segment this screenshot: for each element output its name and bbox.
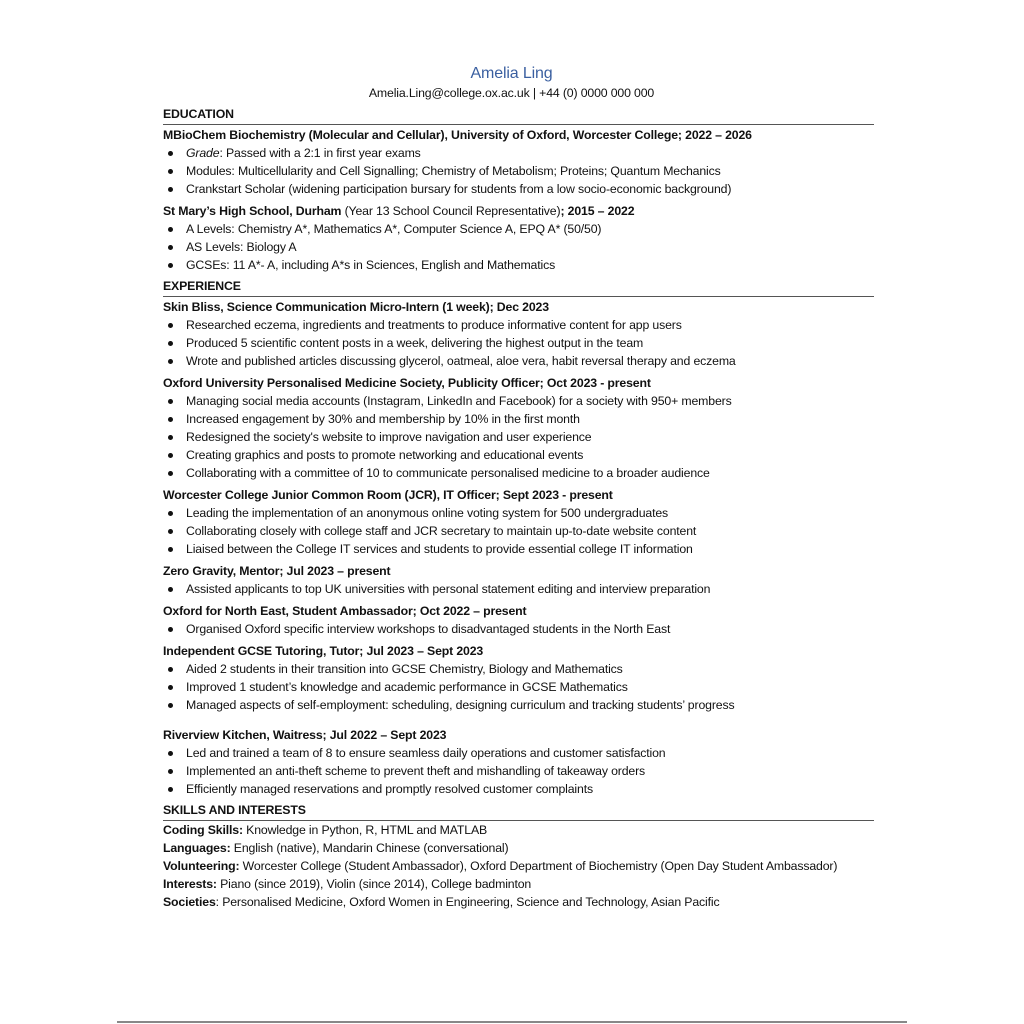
bullet-icon [168,667,173,672]
text-segment: Riverview Kitchen, Waitress; Jul 2022 – Sept 2023 [163,728,447,742]
bullet-icon [168,587,173,592]
text-segment: Liaised between the College IT services and students to provide essential college IT information [186,542,693,556]
bullet-item [163,678,874,696]
bullet-icon [168,703,173,708]
bullet-list [163,660,874,714]
section-skills-and-interests [163,801,874,911]
section-education [163,105,874,274]
bullet-item [163,744,874,762]
text-segment: Modules: Multicellularity and Cell Signalling; Chemistry of Metabolism; Proteins; Quantum Mechanics [186,164,721,178]
text-segment: Oxford for North East, Student Ambassador; Oct 2022 – present [163,604,527,618]
entry-heading [163,374,874,392]
entry-heading [163,126,874,144]
text-segment: Produced 5 scientific content posts in a week, delivering the highest output in the team [186,336,644,350]
bullet-icon [168,511,173,516]
text-segment: Skin Bliss, Science Communication Micro-Intern (1 week); Dec 2023 [163,300,549,314]
text-segment: Societies [163,895,216,909]
text-segment: St Mary’s High School, Durham [163,204,342,218]
skill-line [163,839,874,857]
skill-line [163,821,874,839]
bullet-item [163,580,874,598]
bullet-list [163,144,874,198]
text-segment: Implemented an anti-theft scheme to prevent theft and mishandling of takeaway orders [186,764,646,778]
text-segment: Efficiently managed reservations and promptly resolved customer complaints [186,782,593,796]
skill-line [163,857,874,875]
bullet-icon [168,227,173,232]
text-segment: A Levels: Chemistry A*, Mathematics A*, Computer Science A, EPQ A* (50/50) [186,222,602,236]
bullet-item [163,238,874,256]
text-segment: Collaborating with a committee of 10 to communicate personalised medicine to a broader audience [186,466,710,480]
bullet-icon [168,399,173,404]
bullet-item [163,428,874,446]
bullet-list [163,620,874,638]
cv-document [163,64,874,911]
section-title: SKILLS AND INTERESTS [163,803,306,817]
bullet-list [163,580,874,598]
text-segment: Aided 2 students in their transition into GCSE Chemistry, Biology and Mathematics [186,662,623,676]
text-segment: Worcester College Junior Common Room (JCR), IT Officer; Sept 2023 - present [163,488,613,502]
bullet-list [163,744,874,798]
text-segment: Languages: [163,841,231,855]
bullet-item [163,522,874,540]
text-segment: Crankstart Scholar (widening participation bursary for students from a low socio-economic background) [186,182,732,196]
bullet-item [163,780,874,798]
entry-heading [163,562,874,580]
entry [163,126,874,198]
entry [163,726,874,798]
bullet-icon [168,471,173,476]
bullet-item [163,620,874,638]
skill-line [163,875,874,893]
cv-sections [163,105,874,911]
bullet-item [163,352,874,370]
entry-heading [163,602,874,620]
bullet-list [163,392,874,482]
section-title: EDUCATION [163,107,234,121]
bullet-icon [168,685,173,690]
text-segment: Improved 1 student’s knowledge and academic performance in GCSE Mathematics [186,680,628,694]
text-segment: Increased engagement by 30% and membership by 10% in the first month [186,412,580,426]
text-segment: Knowledge in Python, R, HTML and MATLAB [242,823,488,837]
bullet-icon [168,769,173,774]
entry-heading [163,486,874,504]
text-segment: Oxford University Personalised Medicine Society, Publicity Officer; Oct 2023 - present [163,376,651,390]
text-segment: GCSEs: 11 A*- A, including A*s in Sciences, English and Mathematics [186,258,556,272]
section-divider [163,296,874,297]
entry-heading [163,642,874,660]
text-segment: : Passed with a 2:1 in first year exams [219,146,421,160]
bullet-icon [168,529,173,534]
text-segment: Independent GCSE Tutoring, Tutor; Jul 2023 – Sept 2023 [163,644,484,658]
candidate-name: Amelia Ling [470,65,553,82]
bullet-list [163,220,874,274]
bullet-icon [168,245,173,250]
bullet-icon [168,547,173,552]
bullet-item [163,144,874,162]
text-segment: AS Levels: Biology A [186,240,297,254]
text-segment: Redesigned the society's website to improve navigation and user experience [186,430,592,444]
entry-heading [163,726,874,744]
section-divider [163,124,874,125]
text-segment: Zero Gravity, Mentor; Jul 2023 – present [163,564,391,578]
bullet-item [163,162,874,180]
contact-info: Amelia.Ling@college.ox.ac.uk | +44 (0) 0000 000 000 [368,86,655,100]
entry [163,374,874,482]
bullet-item [163,334,874,352]
page-bottom-divider [117,1021,907,1023]
text-segment: English (native), Mandarin Chinese (conversational) [230,841,509,855]
bullet-icon [168,751,173,756]
bullet-item [163,762,874,780]
section-title: EXPERIENCE [163,279,241,293]
bullet-icon [168,151,173,156]
text-segment: Leading the implementation of an anonymous online voting system for 500 undergraduates [186,506,669,520]
text-segment: Led and trained a team of 8 to ensure seamless daily operations and customer satisfaction [186,746,666,760]
text-segment: Researched eczema, ingredients and treatments to produce informative content for app users [186,318,682,332]
text-segment: Collaborating closely with college staff and JCR secretary to maintain up-to-date website content [186,524,697,538]
bullet-icon [168,341,173,346]
bullet-item [163,180,874,198]
bullet-icon [168,187,173,192]
text-segment: Organised Oxford specific interview workshops to disadvantaged students in the North East [186,622,671,636]
text-segment: Worcester College (Student Ambassador), Oxford Department of Biochemistry (Open Day Student Ambassador) [239,859,838,873]
skill-line [163,893,874,911]
bullet-icon [168,359,173,364]
section-experience [163,277,874,798]
text-segment: Piano (since 2019), Violin (since 2014), College badminton [216,877,532,891]
bullet-icon [168,627,173,632]
text-segment: Coding Skills: [163,823,243,837]
bullet-list [163,504,874,558]
text-segment: Creating graphics and posts to promote networking and educational events [186,448,584,462]
bullet-item [163,392,874,410]
text-segment: MBioChem Biochemistry (Molecular and Cellular), University of Oxford, Worcester College; 2022 – 2026 [163,128,752,142]
bullet-item [163,504,874,522]
text-segment: Volunteering: [163,859,240,873]
bullet-icon [168,787,173,792]
bullet-item [163,660,874,678]
entry [163,562,874,598]
entry-heading [163,298,874,316]
text-segment: Grade [186,146,220,160]
entry [163,202,874,274]
bullet-item [163,220,874,238]
bullet-item [163,464,874,482]
text-segment: ; 2015 – 2022 [560,204,635,218]
bullet-list [163,316,874,370]
text-segment: Interests: [163,877,217,891]
entry [163,642,874,714]
entry [163,486,874,558]
bullet-icon [168,263,173,268]
text-segment: (Year 13 School Council Representative) [341,204,561,218]
bullet-icon [168,435,173,440]
bullet-item [163,256,874,274]
bullet-icon [168,453,173,458]
bullet-item [163,410,874,428]
text-segment: : Personalised Medicine, Oxford Women in Engineering, Science and Technology, Asian Pacific [215,895,720,909]
text-segment: Assisted applicants to top UK universities with personal statement editing and interview preparation [186,582,711,596]
entry [163,602,874,638]
text-segment: Managing social media accounts (Instagram, LinkedIn and Facebook) for a society with 950+ members [186,394,732,408]
bullet-item [163,446,874,464]
bullet-item [163,696,874,714]
bullet-item [163,540,874,558]
bullet-icon [168,323,173,328]
entry [163,298,874,370]
bullet-icon [168,417,173,422]
entry-heading [163,202,874,220]
bullet-item [163,316,874,334]
bullet-icon [168,169,173,174]
text-segment: Managed aspects of self-employment: scheduling, designing curriculum and tracking students’ progress [186,698,735,712]
text-segment: Wrote and published articles discussing glycerol, oatmeal, aloe vera, habit reversal therapy and eczema [186,354,736,368]
